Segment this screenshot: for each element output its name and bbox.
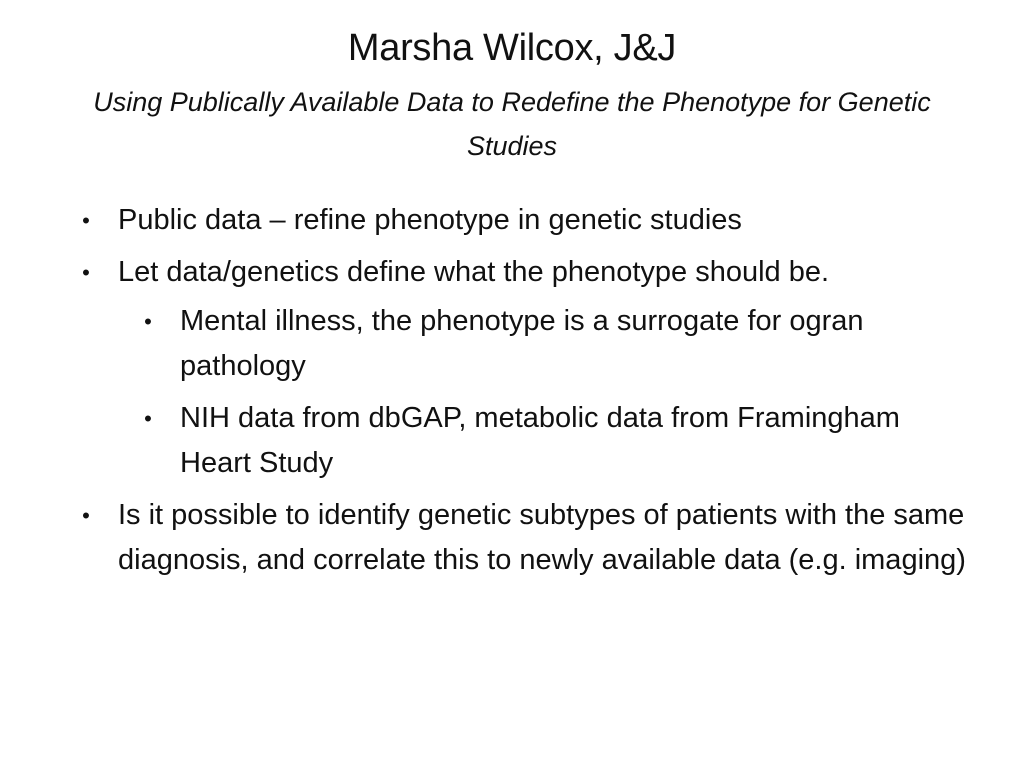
sub-bullet-item bbox=[128, 396, 976, 486]
title-block bbox=[60, 22, 964, 168]
sub-bullet-list bbox=[128, 299, 976, 486]
bullet-icon: • bbox=[82, 503, 90, 528]
bullet-icon: • bbox=[144, 406, 152, 431]
bullet-item bbox=[76, 250, 976, 486]
bullet-text: Public data – refine phenotype in genetic studies bbox=[118, 204, 742, 236]
bullet-icon: • bbox=[144, 309, 152, 334]
bullet-item bbox=[76, 493, 976, 583]
slide-title: Marsha Wilcox, J&J bbox=[347, 27, 677, 69]
bullet-text: Is it possible to identify genetic subtypes of patients with the same diagnosis, and correlate this to newly available data (e.g. imaging) bbox=[118, 499, 966, 576]
slide-subtitle: Using Publically Available Data to Redefine the Phenotype for Genetic Studies bbox=[93, 87, 931, 161]
bullet-icon: • bbox=[82, 208, 90, 233]
sub-bullet-text: Mental illness, the phenotype is a surrogate for ogran pathology bbox=[180, 305, 864, 382]
sub-bullet-text: NIH data from dbGAP, metabolic data from Framingham Heart Study bbox=[180, 402, 900, 479]
bullet-content bbox=[76, 198, 976, 590]
bullet-text: Let data/genetics define what the phenotype should be. bbox=[118, 256, 830, 288]
bullet-item bbox=[76, 198, 976, 243]
sub-bullet-item bbox=[128, 299, 976, 389]
sub-bullet-wrap bbox=[128, 299, 976, 486]
bullet-list bbox=[76, 198, 976, 583]
bullet-icon: • bbox=[82, 260, 90, 285]
